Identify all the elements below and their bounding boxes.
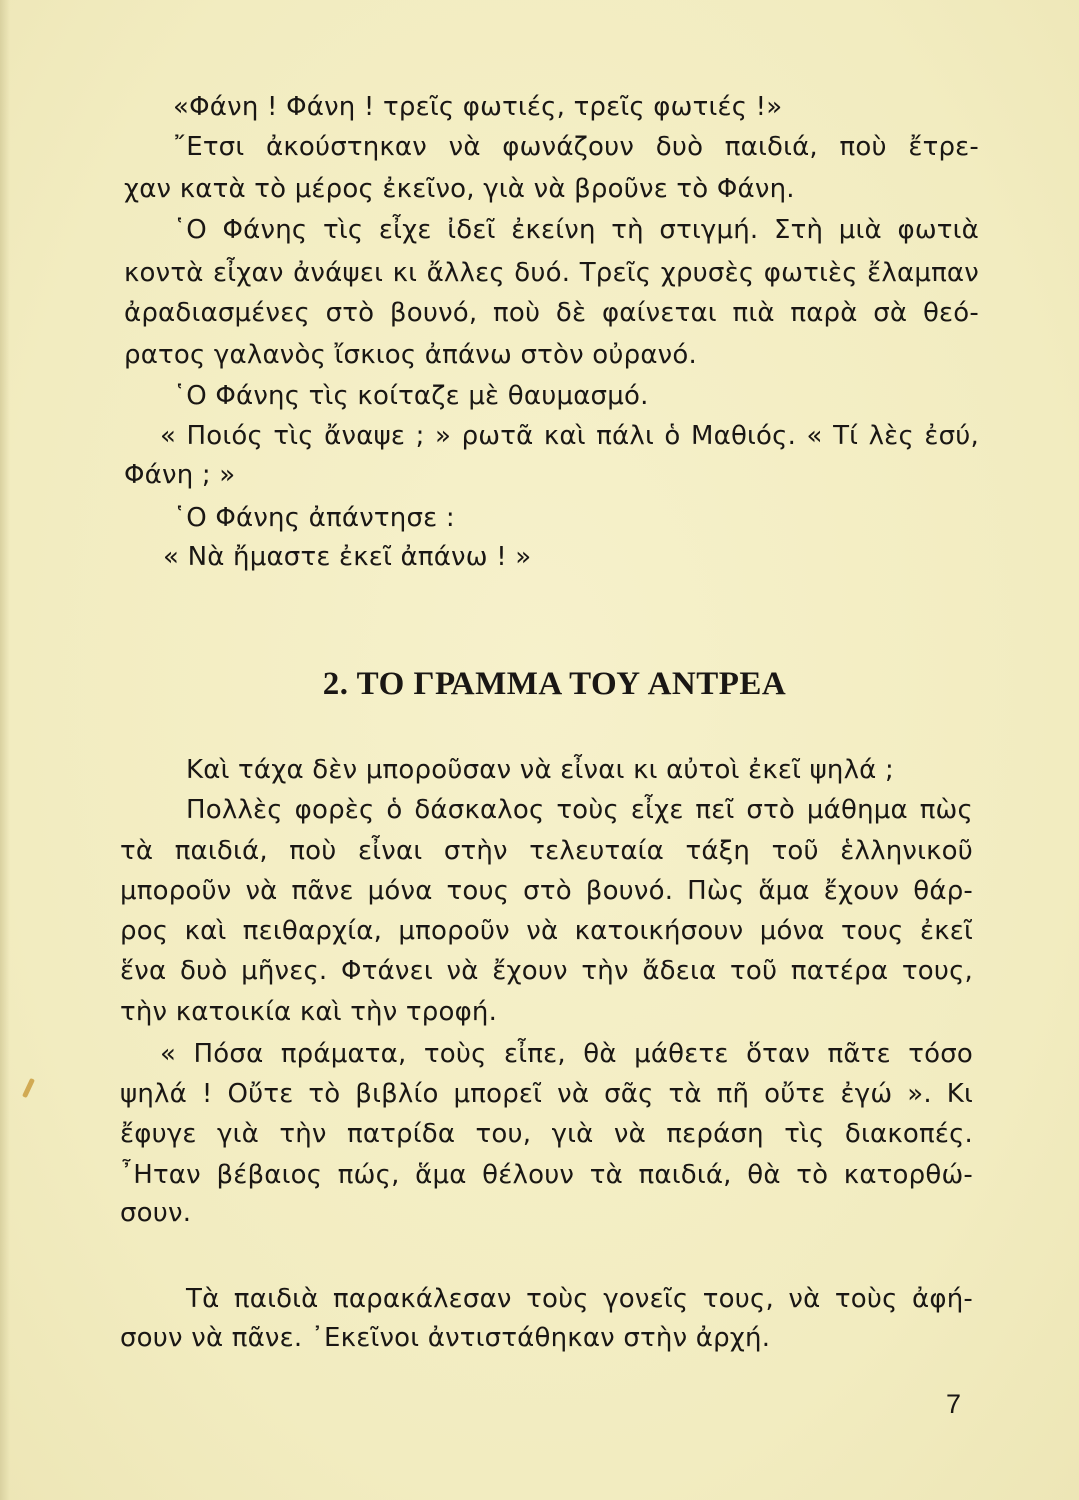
text-line: Πολλὲς φορὲς ὁ δάσκαλος τοὺς εἶχε πεῖ στὸ μάθημα πὼς (186, 795, 973, 825)
text-line: σουν νὰ πᾶνε. ᾿Εκεῖνοι ἀντιστάθηκαν στὴν ἀρχή. (120, 1323, 771, 1353)
text-line: Καὶ τάχα δὲν μποροῦσαν νὰ εἶναι κι αὐτοὶ ἐκεῖ ψηλά ; (186, 755, 894, 785)
text-line: Τὰ παιδιὰ παρακάλεσαν τοὺς γονεῖς τους, νὰ τοὺς ἀφή- (186, 1284, 973, 1314)
text-line: μποροῦν νὰ πᾶνε μόνα τους στὸ βουνό. Πὼς ἅμα ἔχουν θάρ- (120, 876, 973, 906)
text-line: χαν κατὰ τὸ μέρος ἐκεῖνο, γιὰ νὰ βροῦνε τὸ Φάνη. (124, 174, 795, 204)
text-line: ῾Ο Φάνης τὶς εἶχε ἰδεῖ ἐκείνη τὴ στιγμή. Στὴ μιὰ φωτιὰ (173, 215, 979, 245)
text-line: ῾Ο Φάνης ἀπάντησε : (173, 503, 455, 533)
text-line: τὰ παιδιά, ποὺ εἶναι στὴν τελευταία τάξη τοῦ ἑλληνικοῦ (120, 836, 973, 866)
text-line: ἔφυγε γιὰ τὴν πατρίδα του, γιὰ νὰ περάση τὶς διακοπές. (120, 1119, 973, 1149)
text-line: « Νὰ ἤμαστε ἐκεῖ ἀπάνω ! » (163, 542, 532, 572)
text-line: ῎Ετσι ἀκούστηκαν νὰ φωνάζουν δυὸ παιδιά, ποὺ ἔτρε- (173, 132, 979, 162)
chapter-heading: 2. ΤΟ ΓΡΑΜΜΑ ΤΟΥ ΑΝΤΡΕΑ (322, 666, 787, 702)
page-number: 7 (946, 1389, 962, 1419)
text-line: « Πόσα πράματα, τοὺς εἶπε, θὰ μάθετε ὅταν πᾶτε τόσο (160, 1039, 973, 1069)
text-line: «Φάνη ! Φάνη ! τρεῖς φωτιές, τρεῖς φωτιές !» (173, 92, 783, 122)
text-line: κοντὰ εἶχαν ἀνάψει κι ἄλλες δυό. Τρεῖς χρυσὲς φωτιὲς ἔλαμπαν (124, 258, 979, 288)
text-line: ρος καὶ πειθαρχία, μποροῦν νὰ κατοικήσουν μόνα τους ἐκεῖ (120, 916, 973, 946)
text-line: Φάνη ; » (124, 460, 236, 490)
text-line: ἕνα δυὸ μῆνες. Φτάνει νὰ ἔχουν τὴν ἄδεια τοῦ πατέρα τους, (120, 956, 973, 986)
text-line: ψηλά ! Οὔτε τὸ βιβλίο μπορεῖ νὰ σᾶς τὰ πῆ οὔτε ἐγώ ». Κι (120, 1079, 973, 1109)
page-edge-shadow (0, 0, 10, 1500)
text-line: σουν. (120, 1198, 192, 1228)
text-line: ρατος γαλανὸς ἴσκιος ἀπάνω στὸν οὐρανό. (124, 340, 697, 370)
text-line: ῏Ηταν βέβαιος πώς, ἅμα θέλουν τὰ παιδιά, θὰ τὸ κατορθώ- (120, 1160, 973, 1190)
margin-mark (22, 1078, 35, 1098)
text-line: ῾Ο Φάνης τὶς κοίταζε μὲ θαυμασμό. (173, 381, 649, 411)
text-line: τὴν κατοικία καὶ τὴν τροφή. (120, 997, 498, 1027)
text-line: ἀραδιασμένες στὸ βουνό, ποὺ δὲ φαίνεται πιὰ παρὰ σὰ θεό- (124, 298, 979, 328)
text-line: « Ποιός τὶς ἄναψε ; » ρωτᾶ καὶ πάλι ὁ Μαθιός. « Τί λὲς ἐσύ, (160, 421, 979, 451)
